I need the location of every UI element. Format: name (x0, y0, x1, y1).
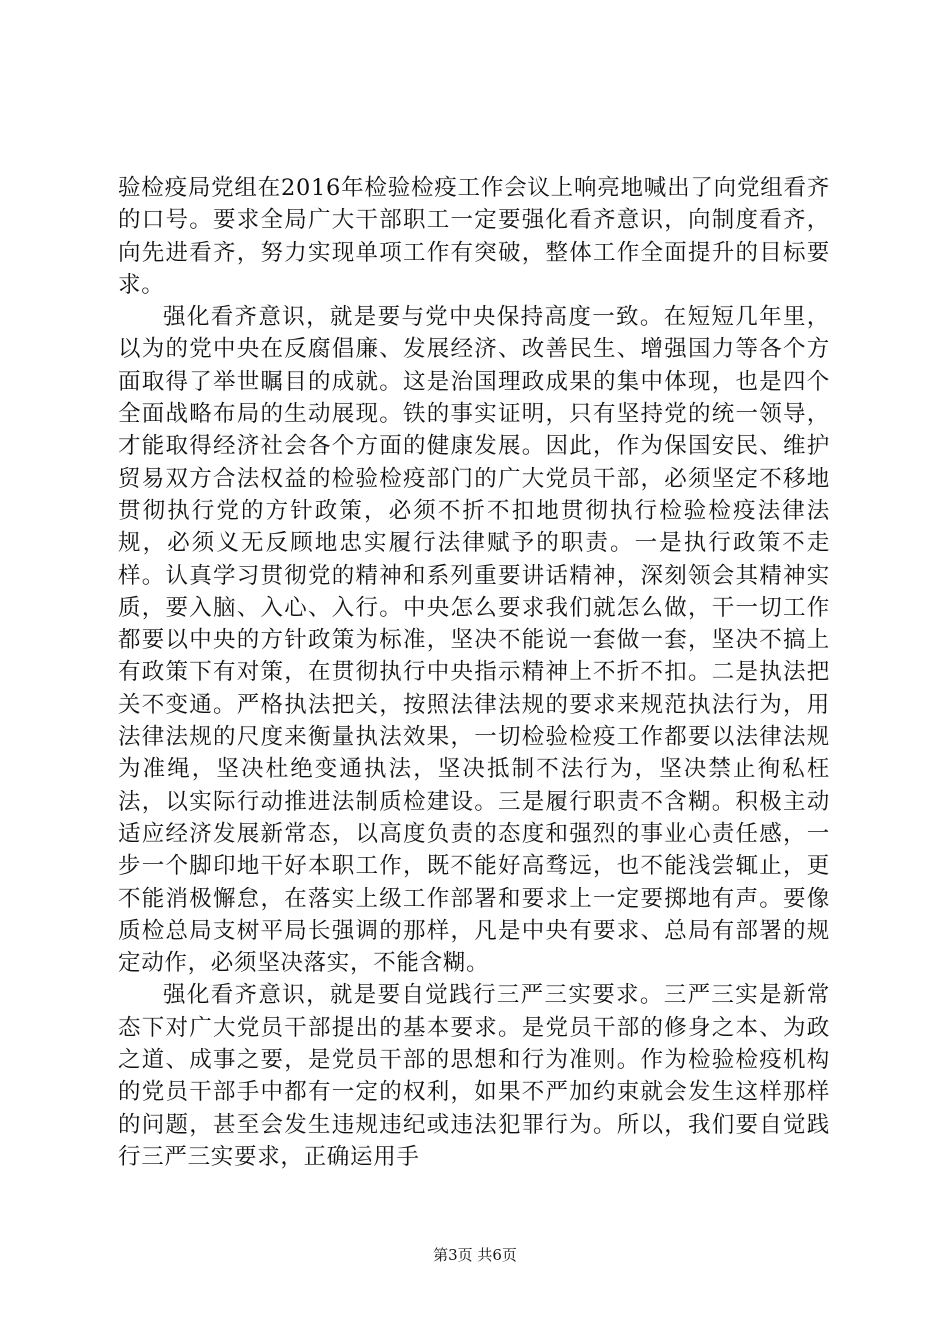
paragraph-3: 强化看齐意识，就是要自觉践行三严三实要求。三严三实是新常态下对广大党员干部提出的基本要求。是党员干部的修身之本、为政之道、成事之要，是党员干部的思想和行为准则。作为检验检疫机构的党员干部手中都有一定的权利，如果不严加约束就会发生这样那样的问题，甚至会发生违规违纪或违法犯罪行为。所以，我们要自觉践行三严三实要求，正确运用手 (118, 982, 830, 1170)
paragraph-1: 验检疫局党组在2016年检验检疫工作会议上响亮地喊出了向党组看齐的口号。要求全局广大干部职工一定要强化看齐意识，向制度看齐，向先进看齐，努力实现单项工作有突破，整体工作全面提升的目标要求。 (118, 175, 830, 298)
page-footer: 第3页 共6页 (433, 1246, 517, 1264)
paragraph-2: 强化看齐意识，就是要与党中央保持高度一致。在短短几年里，以为的党中央在反腐倡廉、发展经济、改善民生、增强国力等各个方面取得了举世瞩目的成就。这是治国理政成果的集中体现，也是四个全面战略布局的生动展现。铁的事实证明，只有坚持党的统一领导，才能取得经济社会各个方面的健康发展。因此，作为保国安民、维护贸易双方合法权益的检验检疫部门的广大党员干部，必须坚定不移地贯彻执行党的方针政策，必须不折不扣地贯彻执行检验检疫法律法规，必须义无反顾地忠实履行法律赋予的职责。一是执行政策不走样。认真学习贯彻党的精神和系列重要讲话精神，深刻领会其精神实质，要入脑、入心、入行。中央怎么要求我们就怎么做，干一切工作都要以中央的方针政策为标准，坚决不能说一套做一套，坚决不搞上有政策下有对策，在贯彻执行中央指示精神上不折不扣。二是执法把关不变通。严格执法把关，按照法律法规的要求来规范执法行为，用法律法规的尺度来衡量执法效果，一切检验检疫工作都要以法律法规为准绳，坚决杜绝变通执法，坚决抵制不法行为，坚决禁止徇私枉法，以实际行动推进法制质检建设。三是履行职责不含糊。积极主动适应经济发展新常态，以高度负责的态度和强烈的事业心责任感，一步一个脚印地干好本职工作，既不能好高骛远，也不能浅尝辄止，更不能消极懈怠，在落实上级工作部署和要求上一定要掷地有声。要像质检总局支树平局长强调的那样，凡是中央有要求、总局有部署的规定动作，必须坚决落实，不能含糊。 (118, 304, 830, 977)
document-body (118, 172, 830, 1173)
